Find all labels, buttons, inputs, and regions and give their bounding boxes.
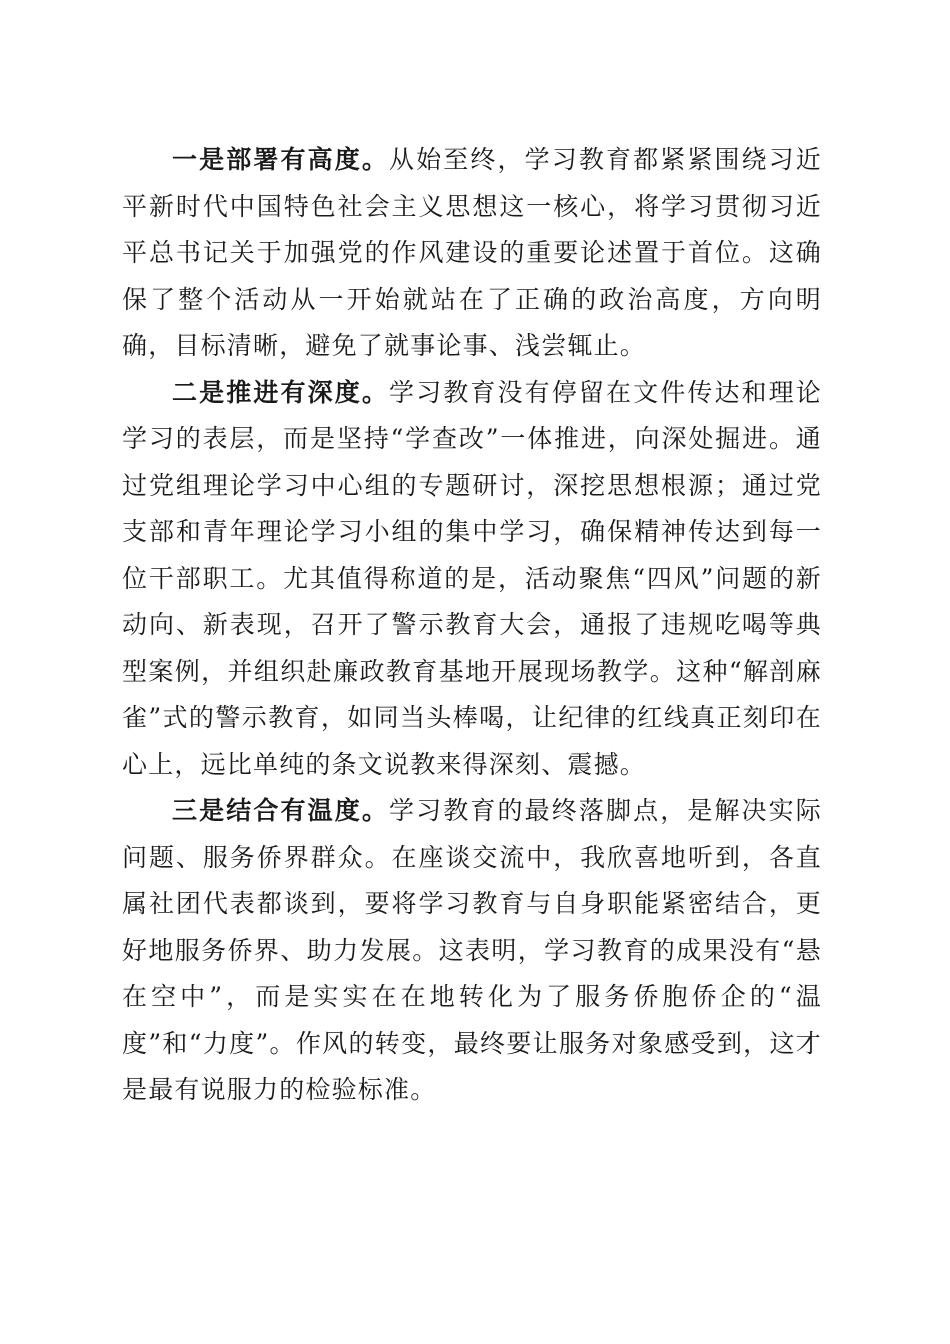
paragraph-lead: 一是部署有高度。 bbox=[172, 145, 389, 174]
paragraph-text: 学习教育没有停留在文件传达和理论学习的表层，而是坚持“学查改”一体推进，向深处掘进。通过党组理论学习中心组的专题研讨，深挖思想根源；通过党支部和青年理论学习小组的集中学习，确保精神传达到每一位干部职工。尤其值得称道的是，活动聚焦“四风”问题的新动向、新表现，召开了警示教育大会，通报了违规吃喝等典型案例，并组织赴廉政教育基地开展现场教学。这种“解剖麻雀”式的警示教育，如同当头棒喝，让纪律的红线真正刻印在心上，远比单纯的条文说教来得深刻、震撼。 bbox=[122, 377, 823, 779]
paragraph-lead: 三是结合有温度。 bbox=[172, 796, 389, 825]
paragraph-integration bbox=[122, 788, 822, 1114]
document-body bbox=[122, 137, 822, 1114]
paragraph-deployment bbox=[122, 137, 822, 370]
paragraph-text: 学习教育的最终落脚点，是解决实际问题、服务侨界群众。在座谈交流中，我欣喜地听到，各直属社团代表都谈到，要将学习教育与自身职能紧密结合，更好地服务侨界、助力发展。这表明，学习教育的成果没有“悬在空中”，而是实实在在地转化为了服务侨胞侨企的“温度”和“力度”。作风的转变，最终要让服务对象感受到，这才是最有说服力的检验标准。 bbox=[122, 796, 823, 1104]
paragraph-text: 从始至终，学习教育都紧紧围绕习近平新时代中国特色社会主义思想这一核心，将学习贯彻习近平总书记关于加强党的作风建设的重要论述置于首位。这确保了整个活动从一开始就站在了正确的政治高度，方向明确，目标清晰，避免了就事论事、浅尝辄止。 bbox=[122, 145, 823, 360]
paragraph-advancement bbox=[122, 370, 822, 789]
paragraph-lead: 二是推进有深度。 bbox=[172, 377, 389, 407]
